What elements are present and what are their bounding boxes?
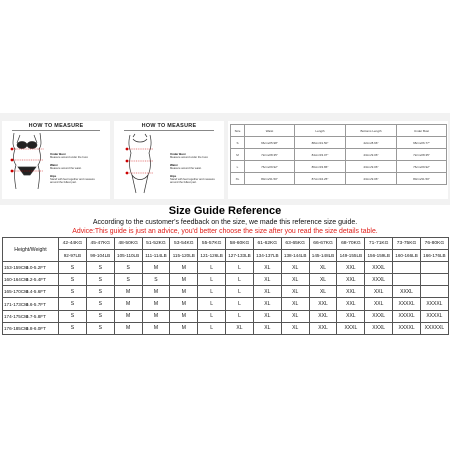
measurement-cell: 23cm/9.06" bbox=[346, 173, 397, 185]
size-cell: M bbox=[170, 310, 198, 322]
size-cell: XXXXL bbox=[393, 322, 421, 334]
weight-kg-header: 51-52KG bbox=[142, 238, 170, 250]
size-cell: XL bbox=[253, 322, 281, 334]
size-row bbox=[3, 286, 449, 298]
measurement-cell: 22cm/8.66" bbox=[346, 137, 397, 149]
size-cell bbox=[393, 262, 421, 274]
measurement-cell: 23cm/9.06" bbox=[346, 149, 397, 161]
size-cell: S bbox=[59, 262, 87, 274]
size-cell: XL bbox=[281, 310, 309, 322]
size-cell: XXXXL bbox=[420, 298, 448, 310]
how-to-measure-title: HOW TO MEASURE bbox=[28, 123, 84, 129]
caption-hips: Hips Stand with feet together and measure around the fullest part. bbox=[170, 174, 215, 185]
weight-kg-header: 58-60KG bbox=[226, 238, 254, 250]
header-cell: Waist bbox=[245, 125, 295, 137]
height-cm: 174-175CM bbox=[4, 313, 29, 319]
size-cell: XL bbox=[309, 262, 337, 274]
weight-lb-header: 92-97LB bbox=[59, 250, 87, 262]
size-cell: XL bbox=[253, 262, 281, 274]
size-cell: XXXXXL bbox=[420, 322, 448, 334]
size-cell: M bbox=[114, 298, 142, 310]
size-cell bbox=[420, 262, 448, 274]
weight-lb-header: 160-166LB bbox=[393, 250, 421, 262]
size-cell: M bbox=[170, 274, 198, 286]
size-cell: XL bbox=[253, 274, 281, 286]
size-cell: L bbox=[198, 298, 226, 310]
size-cell: L bbox=[198, 310, 226, 322]
measurement-cell: 84cm/33.07" bbox=[295, 149, 346, 161]
size-row bbox=[3, 274, 449, 286]
size-cell: XXL bbox=[365, 298, 393, 310]
height-row-header bbox=[3, 274, 59, 286]
height-row-header bbox=[3, 262, 59, 274]
how-to-measure-title: HOW TO MEASURE bbox=[141, 123, 197, 129]
caption-waist: Waist Measure around the waist. bbox=[50, 163, 82, 171]
size-cell: S bbox=[59, 310, 87, 322]
how-to-measure-swimsuit-panel bbox=[114, 121, 224, 199]
height-ft: 5.0-5.2FT bbox=[26, 265, 46, 271]
weight-lb-header: 149-155LB bbox=[337, 250, 365, 262]
size-cell: XXL bbox=[337, 310, 365, 322]
height-ft: 5.8-6.0FT bbox=[26, 325, 46, 331]
caption-waist: Waist Measure around the waist. bbox=[170, 163, 202, 171]
weight-kg-header: 55-57KG bbox=[198, 238, 226, 250]
size-cell: S bbox=[59, 274, 87, 286]
weight-lb-header: 115-120LB bbox=[170, 250, 198, 262]
size-cell: XL bbox=[281, 274, 309, 286]
weight-lb-header: 99-104LB bbox=[86, 250, 114, 262]
header-cell: Under Bust bbox=[397, 125, 447, 137]
height-cm: 153-159CM bbox=[4, 265, 29, 271]
bikini-figure-icon bbox=[8, 131, 46, 191]
size-cell: XXL bbox=[309, 310, 337, 322]
weight-lb-header: 166-176LB bbox=[420, 250, 448, 262]
size-cell: XXXXL bbox=[420, 310, 448, 322]
measurement-cell: 76cm/29.92" bbox=[397, 161, 447, 173]
measurement-cell: L bbox=[231, 161, 245, 173]
size-cell: XXXL bbox=[337, 322, 365, 334]
measurement-table-row bbox=[231, 161, 447, 173]
weight-kg-header: 68-70KG bbox=[337, 238, 365, 250]
size-cell: M bbox=[142, 322, 170, 334]
size-cell: M bbox=[142, 286, 170, 298]
measurement-cell: S bbox=[231, 137, 245, 149]
size-cell: S bbox=[86, 310, 114, 322]
size-cell: XL bbox=[309, 286, 337, 298]
size-cell bbox=[393, 274, 421, 286]
measurement-cell: XL bbox=[231, 173, 245, 185]
size-cell: XXXL bbox=[365, 262, 393, 274]
size-cell: S bbox=[59, 322, 87, 334]
weight-lb-header: 145-148LB bbox=[309, 250, 337, 262]
weight-kg-header: 42-44KG bbox=[59, 238, 87, 250]
size-cell: M bbox=[170, 298, 198, 310]
swimsuit-figure-icon bbox=[122, 131, 158, 195]
measurement-cell: 80cm/31.50" bbox=[397, 173, 447, 185]
measurement-table-panel bbox=[228, 121, 448, 199]
size-cell: M bbox=[142, 262, 170, 274]
size-row bbox=[3, 298, 449, 310]
size-cell: XL bbox=[253, 310, 281, 322]
height-ft: 5.4-5.6FT bbox=[26, 289, 46, 295]
size-cell: L bbox=[198, 274, 226, 286]
size-cell: S bbox=[142, 274, 170, 286]
size-guide-advice: Advice:This guide is just an advice, you'd better choose the size after you read the size details table. bbox=[72, 227, 378, 235]
size-cell: S bbox=[59, 286, 87, 298]
weight-lb-header: 127-133LB bbox=[226, 250, 254, 262]
header-cell: Length bbox=[295, 125, 346, 137]
caption-under-bust: Under Bust Measure around under the bust. bbox=[50, 152, 89, 160]
size-cell: XL bbox=[281, 262, 309, 274]
size-cell: XL bbox=[281, 298, 309, 310]
weight-lb-header: 156-159LB bbox=[365, 250, 393, 262]
height-cm: 165-170CM bbox=[4, 289, 29, 295]
size-cell: XXL bbox=[337, 274, 365, 286]
size-cell: M bbox=[170, 262, 198, 274]
weight-lb-header: 138-144LB bbox=[281, 250, 309, 262]
height-ft: 5.7-5.8FT bbox=[26, 313, 46, 319]
size-cell: S bbox=[86, 274, 114, 286]
measurement-cell: 66cm/25.98" bbox=[245, 137, 295, 149]
size-cell: XXXL bbox=[393, 286, 421, 298]
weight-kg-header: 76-80KG bbox=[420, 238, 448, 250]
size-cell: XXXL bbox=[365, 322, 393, 334]
measurement-cell: 68cm/26.77" bbox=[397, 137, 447, 149]
size-cell: XXL bbox=[309, 298, 337, 310]
size-cell: XXXXL bbox=[393, 310, 421, 322]
measurement-table bbox=[230, 124, 447, 185]
measurement-table-row bbox=[231, 149, 447, 161]
size-cell: XL bbox=[253, 286, 281, 298]
size-row bbox=[3, 262, 449, 274]
weight-kg-header: 53-54KG bbox=[170, 238, 198, 250]
weight-lb-header: 105-110LB bbox=[114, 250, 142, 262]
size-row bbox=[3, 310, 449, 322]
size-cell: S bbox=[86, 262, 114, 274]
size-cell: M bbox=[114, 322, 142, 334]
size-cell: XXXL bbox=[365, 274, 393, 286]
size-cell: M bbox=[142, 310, 170, 322]
weight-kg-header: 63-65KG bbox=[281, 238, 309, 250]
size-cell: XL bbox=[281, 286, 309, 298]
weight-kg-header: 66-67KG bbox=[309, 238, 337, 250]
size-cell bbox=[420, 274, 448, 286]
size-cell: XXXL bbox=[365, 310, 393, 322]
measurement-cell: 87cm/34.25" bbox=[295, 173, 346, 185]
size-cell: L bbox=[226, 262, 254, 274]
size-cell: M bbox=[170, 286, 198, 298]
weight-kg-header: 45-47KG bbox=[86, 238, 114, 250]
caption-under-bust: Under Bust Measure around under the bust. bbox=[170, 152, 209, 160]
size-cell: L bbox=[226, 310, 254, 322]
size-cell: L bbox=[226, 298, 254, 310]
height-cm: 160-164CM bbox=[4, 277, 29, 283]
size-cell: L bbox=[226, 286, 254, 298]
weight-kg-header: 48-50KG bbox=[114, 238, 142, 250]
size-guide-table bbox=[2, 237, 449, 335]
size-cell: XXL bbox=[337, 262, 365, 274]
height-row-header bbox=[3, 298, 59, 310]
size-cell: S bbox=[59, 298, 87, 310]
measurement-cell: M bbox=[231, 149, 245, 161]
size-cell: L bbox=[198, 286, 226, 298]
size-cell: S bbox=[114, 274, 142, 286]
size-cell: XXL bbox=[309, 322, 337, 334]
weight-kg-header: 61-62KG bbox=[253, 238, 281, 250]
weight-kg-header: 73-75KG bbox=[393, 238, 421, 250]
size-cell: M bbox=[114, 310, 142, 322]
size-cell: XXL bbox=[337, 286, 365, 298]
size-cell: XL bbox=[281, 322, 309, 334]
measurement-cell: 72cm/28.35" bbox=[397, 149, 447, 161]
measurement-cell: 23cm/9.06" bbox=[346, 161, 397, 173]
size-cell: S bbox=[86, 286, 114, 298]
height-cm: 171-173CM bbox=[4, 301, 29, 307]
weight-lb-header: 134-137LB bbox=[253, 250, 281, 262]
size-guide-title: Size Guide Reference bbox=[168, 205, 282, 217]
header-cell: Bottoms Length bbox=[346, 125, 397, 137]
size-cell: L bbox=[198, 322, 226, 334]
header-cell: Size bbox=[231, 125, 245, 137]
height-ft: 5.6-5.7FT bbox=[26, 301, 46, 307]
measurement-cell: 88cm/31.50" bbox=[295, 137, 346, 149]
size-cell bbox=[420, 286, 448, 298]
size-cell: M bbox=[114, 286, 142, 298]
height-weight-header: Height/Weight bbox=[3, 238, 59, 262]
measurement-table-header bbox=[231, 125, 447, 137]
measurement-cell: 86cm/33.86" bbox=[295, 161, 346, 173]
size-cell: S bbox=[86, 298, 114, 310]
size-cell: S bbox=[86, 322, 114, 334]
height-ft: 5.2-5.4FT bbox=[26, 277, 46, 283]
weight-lb-header: 121-126LB bbox=[198, 250, 226, 262]
size-row bbox=[3, 322, 449, 334]
weight-kg-header: 71-71KG bbox=[365, 238, 393, 250]
caption-hips: Hips Stand with feet together and measure around the fullest part. bbox=[50, 174, 95, 185]
height-row-header bbox=[3, 310, 59, 322]
height-cm: 176-185CM bbox=[4, 325, 29, 331]
size-cell: XL bbox=[253, 298, 281, 310]
size-cell: M bbox=[170, 322, 198, 334]
weight-lb-header: 111-114LB bbox=[142, 250, 170, 262]
size-cell: XXL bbox=[337, 298, 365, 310]
size-cell: XL bbox=[226, 322, 254, 334]
how-to-measure-bikini-panel bbox=[2, 121, 110, 199]
size-cell: XXL bbox=[365, 286, 393, 298]
measurement-table-row bbox=[231, 137, 447, 149]
measurement-table-row bbox=[231, 173, 447, 185]
size-cell: L bbox=[226, 274, 254, 286]
size-cell: M bbox=[142, 298, 170, 310]
height-row-header bbox=[3, 322, 59, 334]
weight-kg-row bbox=[3, 238, 449, 250]
size-guide-subtitle: According to the customer's feedback on the size, we made this reference size guide. bbox=[92, 218, 358, 226]
measurement-cell: 80cm/31.50" bbox=[245, 173, 295, 185]
weight-lb-row bbox=[3, 250, 449, 262]
size-cell: XXXXL bbox=[393, 298, 421, 310]
measurement-cell: 72cm/28.35" bbox=[245, 149, 295, 161]
measurement-cell: 76cm/29.92" bbox=[245, 161, 295, 173]
height-row-header bbox=[3, 286, 59, 298]
size-cell: L bbox=[198, 262, 226, 274]
size-cell: XL bbox=[309, 274, 337, 286]
size-cell: S bbox=[114, 262, 142, 274]
